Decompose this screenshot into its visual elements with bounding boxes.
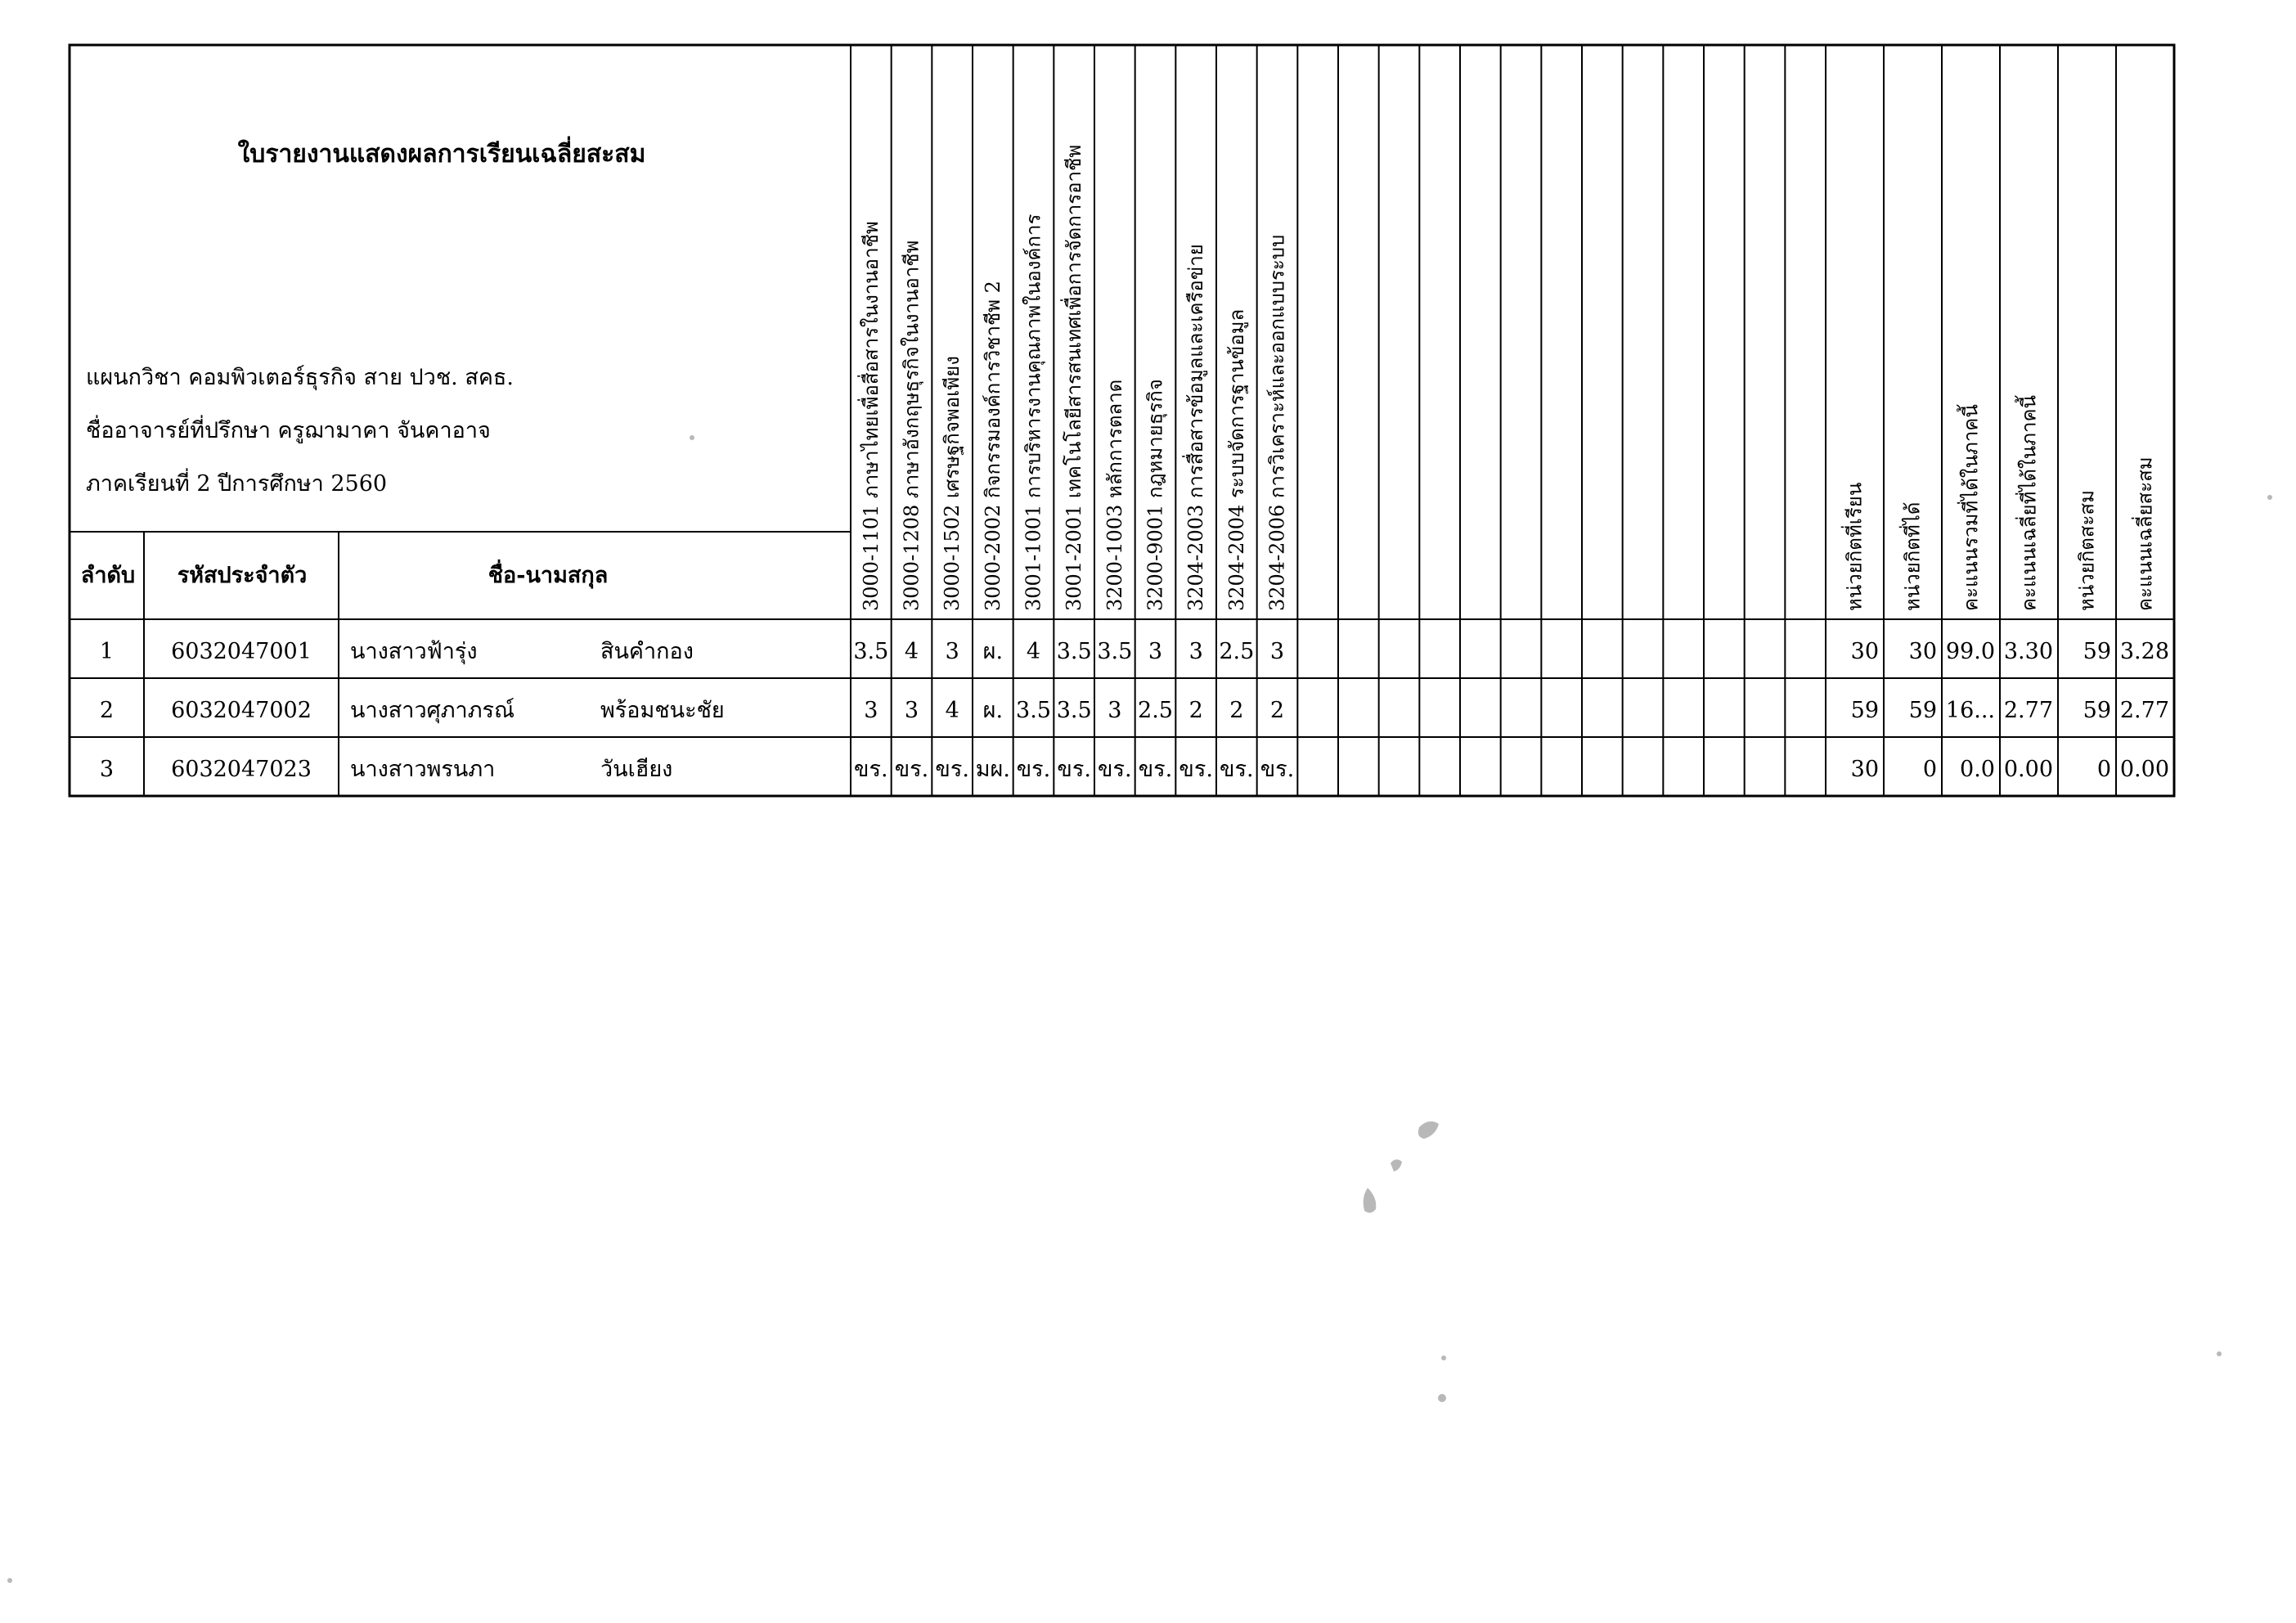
- scan-dot: [2267, 495, 2272, 500]
- summary-cell: 0.00: [2003, 757, 2053, 782]
- subject-header: 3000-1208 ภาษาอังกฤษธุรกิจในงานอาชีพ: [900, 240, 923, 611]
- grade-cell: 3.5: [1016, 698, 1051, 723]
- grade-cell: ขร.: [1138, 757, 1173, 782]
- header-name: ชื่อ-นามสกุล: [488, 563, 609, 588]
- grade-cell: ผ.: [982, 639, 1004, 664]
- grade-cell: 3: [1188, 639, 1203, 664]
- summary-cell: 59: [2083, 698, 2111, 723]
- header-student-id: รหัสประจำตัว: [177, 563, 308, 588]
- grade-cell: 3: [864, 698, 878, 723]
- summary-cell: 59: [1908, 698, 1937, 723]
- grade-cell: ขร.: [1260, 757, 1295, 782]
- grade-cell: ขร.: [1220, 757, 1254, 782]
- summary-cell: 59: [2083, 639, 2111, 664]
- student-first-name: นางสาวพรนภา: [350, 757, 496, 782]
- scan-dot: [2217, 1351, 2222, 1356]
- scan-dot: [1438, 1394, 1446, 1402]
- grade-cell: 3: [1269, 639, 1285, 664]
- grade-cell: 3: [945, 639, 959, 664]
- grade-cell: 3: [904, 698, 919, 723]
- student-id: 6032047023: [171, 757, 312, 782]
- subject-header: 3000-2002 กิจกรรมองค์การวิชาชีพ 2: [981, 281, 1004, 611]
- grade-cell: 4: [945, 698, 959, 723]
- grade-cell: 4: [904, 639, 919, 664]
- summary-header: คะแนนเฉลี่ยสะสม: [2133, 456, 2157, 611]
- summary-cell: 2.77: [2003, 698, 2053, 723]
- subject-header: 3000-1502 เศรษฐกิจพอเพียง: [941, 356, 964, 611]
- grade-cell: 3.5: [1097, 639, 1133, 664]
- grade-cell: ผ.: [982, 698, 1004, 723]
- summary-cell: 99.0: [1945, 639, 1995, 664]
- semester-line: ภาคเรียนที่ 2 ปีการศึกษา 2560: [86, 471, 388, 497]
- grade-cell: ขร.: [1057, 757, 1091, 782]
- student-id: 6032047002: [171, 698, 312, 723]
- department-line: แผนกวิชา คอมพิวเตอร์ธุรกิจ สาย ปวช. สคธ.: [86, 365, 514, 390]
- row-order: 3: [99, 757, 115, 782]
- summary-cell: 0.00: [2119, 757, 2169, 782]
- grade-cell: ขร.: [1016, 757, 1051, 782]
- summary-cell: 16...: [1945, 698, 1995, 723]
- summary-cell: 0: [2096, 757, 2111, 782]
- scan-dot: [7, 1578, 12, 1583]
- student-first-name: นางสาวศุภาภรณ์: [350, 698, 515, 723]
- grade-cell: 3.5: [853, 639, 889, 664]
- subject-header: 3001-1001 การบริหารงานคุณภาพในองค์การ: [1022, 214, 1045, 611]
- summary-header: หน่วยกิตที่ได้: [1901, 501, 1925, 611]
- summary-cell: 2.77: [2119, 698, 2169, 723]
- grade-cell: 3: [1148, 639, 1163, 664]
- advisor-line: ชื่ออาจารย์ที่ปรึกษา ครูฌามาคา จันคาอาจ: [86, 418, 491, 443]
- summary-cell: 30: [1850, 757, 1879, 782]
- summary-header: หน่วยกิตสะสม: [2075, 490, 2099, 611]
- student-id: 6032047001: [171, 639, 312, 664]
- subject-header: 3204-2003 การสื่อสารข้อมูลและเครือข่าย: [1184, 244, 1208, 611]
- grade-cell: 3.5: [1056, 698, 1092, 723]
- grade-cell: ขร.: [854, 757, 888, 782]
- scan-specks: [7, 435, 2272, 1583]
- grade-cell: 2: [1188, 698, 1203, 723]
- row-order: 1: [99, 639, 115, 664]
- grade-cell: 3: [1108, 698, 1122, 723]
- subject-header: 3001-2001 เทคโนโลยีสารสนเทศเพื่อการจัดการอาชีพ: [1063, 144, 1086, 611]
- report-title: ใบรายงานแสดงผลการเรียนเฉลี่ยสะสม: [237, 140, 646, 169]
- grade-cell: ขร.: [935, 757, 969, 782]
- report-header: [86, 136, 645, 497]
- summary-cell: 3.30: [2003, 639, 2053, 664]
- summary-header: คะแนนรวมที่ได้ในภาคนี้: [1959, 404, 1983, 611]
- grade-cell: 2.5: [1219, 639, 1255, 664]
- summary-cell: 59: [1850, 698, 1879, 723]
- grade-cell: 3.5: [1056, 639, 1092, 664]
- scan-smudge: [1364, 1122, 1439, 1213]
- summary-cell: 3.28: [2119, 639, 2169, 664]
- subject-header: 3200-1003 หลักการตลาด: [1103, 379, 1126, 611]
- grade-cell: 2.5: [1138, 698, 1173, 723]
- scan-dot: [690, 435, 694, 440]
- grade-cell: 4: [1026, 639, 1041, 664]
- grade-cell: ขร.: [894, 757, 929, 782]
- header-order: ลำดับ: [80, 563, 136, 588]
- scan-dot: [1441, 1355, 1446, 1360]
- grade-cell: ขร.: [1098, 757, 1132, 782]
- grade-cell: 2: [1269, 698, 1285, 723]
- grade-cell: ขร.: [1179, 757, 1213, 782]
- summary-cell: 0.0: [1960, 757, 1995, 782]
- student-first-name: นางสาวฟ้ารุ่ง: [350, 639, 478, 664]
- subject-header: 3204-2004 ระบบจัดการฐานข้อมูล: [1224, 308, 1248, 611]
- summary-cell: 30: [1850, 639, 1879, 664]
- subject-header: 3204-2006 การวิเคราะห์และออกแบบระบบ: [1265, 234, 1289, 611]
- grade-cell: มผ.: [975, 757, 1010, 782]
- student-last-name: วันเฮียง: [600, 757, 673, 782]
- grade-cell: 2: [1229, 698, 1244, 723]
- student-last-name: พร้อมชนะชัย: [600, 698, 725, 723]
- subject-column-headers: [857, 145, 2157, 611]
- summary-header: หน่วยกิตที่เรียน: [1843, 482, 1867, 611]
- summary-cell: 0: [1922, 757, 1937, 782]
- subject-header: 3200-9001 กฎหมายธุรกิจ: [1144, 379, 1167, 611]
- student-last-name: สินคำกอง: [600, 639, 694, 664]
- summary-header: คะแนนเฉลี่ยที่ได้ในภาคนี้: [2017, 395, 2041, 611]
- row-order: 2: [99, 698, 115, 723]
- table-header: [81, 559, 608, 589]
- summary-cell: 30: [1908, 639, 1937, 664]
- subject-header: 3000-1101 ภาษาไทยเพื่อสื่อสารในงานอาชีพ: [859, 221, 883, 611]
